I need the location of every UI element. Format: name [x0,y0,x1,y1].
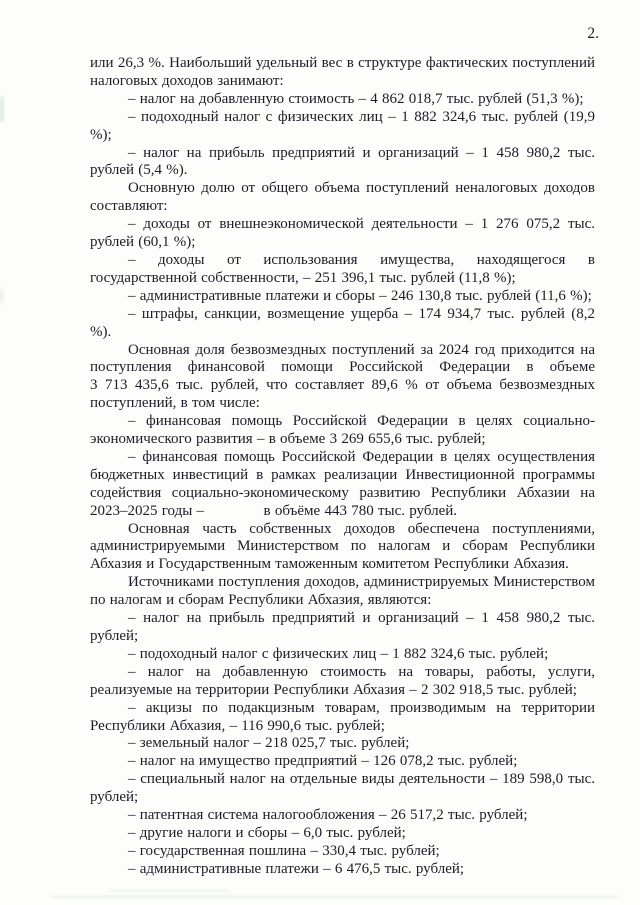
scan-smudge-icon [110,890,230,892]
paragraph: – государственная пошлина – 330,4 тыс. рублей; [128,842,440,859]
paragraph: – доходы от внешнеэкономической деятельности – 1 276 075,2 тыс. рублей (60,1 %); [90,216,595,251]
paragraph: – штрафы, санкции, возмещение ущерба – 174 934,7 тыс. рублей (8,2 %). [90,305,595,340]
paragraph: Основная часть собственных доходов обеспечена поступлениями, администрируемыми Министерством по налогам и сборам Республики Абхазия и Государственным таможенным комитетом Республики Абхазия. [90,520,595,573]
paragraph: или 26,3 %. Наибольший удельный вес в структуре фактических поступлений налоговых доходов занимают: [90,55,595,89]
paragraph: – административные платежи – 6 476,5 тыс. рублей; [128,860,465,877]
paragraph: – финансовая помощь Российской Федерации в целях социально-экономического развития – в объеме 3 269 655,6 тыс. рублей; [90,413,595,448]
paragraph: – подоходный налог с физических лиц – 1 882 324,6 тыс. рублей; [128,645,549,662]
paragraph: – акцизы по подакцизным товарам, производимым на территории Республики Абхазия, – 116 990,6 тыс. рублей; [90,699,595,734]
paragraph: – финансовая помощь Российской Федерации в целях осуществления бюджетных инвестиций в рамках реализации Инвестиционной программы содействия социально-экономическому развитию Республики Абхазии на 2023–2025 годы – в объёме 443 780 тыс. рублей. [90,448,595,519]
scan-smudge-icon [52,895,617,898]
paragraph: – земельный налог – 218 025,7 тыс. рублей; [128,735,410,752]
paragraph: – налог на прибыль предприятий и организаций – 1 458 980,2 тыс. рублей; [90,610,595,644]
paragraph: Основную долю от общего объема поступлений неналоговых доходов составляют: [90,180,595,215]
paragraph: – другие налоги и сборы – 6,0 тыс. рублей; [128,824,406,841]
paragraph: – административные платежи и сборы – 246 130,8 тыс. рублей (11,6 %); [128,287,592,304]
paragraph: Источниками поступления доходов, администрируемых Министерством по налогам и сборам Республики Абхазия, являются: [90,574,595,609]
paragraph: – налог на прибыль предприятий и организаций – 1 458 980,2 тыс. рублей (5,4 %). [90,144,595,179]
paragraph: – налог на имущество предприятий – 126 078,2 тыс. рублей; [128,753,518,770]
paragraph: – доходы от использования имущества, находящегося в государственной собственности, – 251 396,1 тыс. рублей (11,8 %); [90,251,595,286]
scan-smudge-icon [0,288,3,304]
scan-smudge-icon [0,96,4,122]
paragraph: – специальный налог на отдельные виды деятельности – 189 598,0 тыс. рублей; [90,771,595,806]
document-text [90,55,595,879]
paragraph: – подоходный налог с физических лиц – 1 882 324,6 тыс. рублей (19,9 %); [90,108,595,143]
paragraph: Основная доля безвозмездных поступлений за 2024 год приходится на поступления финансовой помощи Российской Федерации в объеме 3 713 435,6 тыс. рублей, что составляет 89,6 % от объема безвозмездных поступлений, в том числе: [90,341,595,412]
paragraph: – налог на добавленную стоимость – 4 862 018,7 тыс. рублей (51,3 %); [128,90,584,107]
page-number: 2. [587,25,599,42]
paragraph: – налог на добавленную стоимость на товары, работы, услуги, реализуемые на территории Республики Абхазия – 2 302 918,5 тыс. рублей; [90,663,595,698]
paragraph: – патентная система налогообложения – 26 517,2 тыс. рублей; [128,807,528,824]
